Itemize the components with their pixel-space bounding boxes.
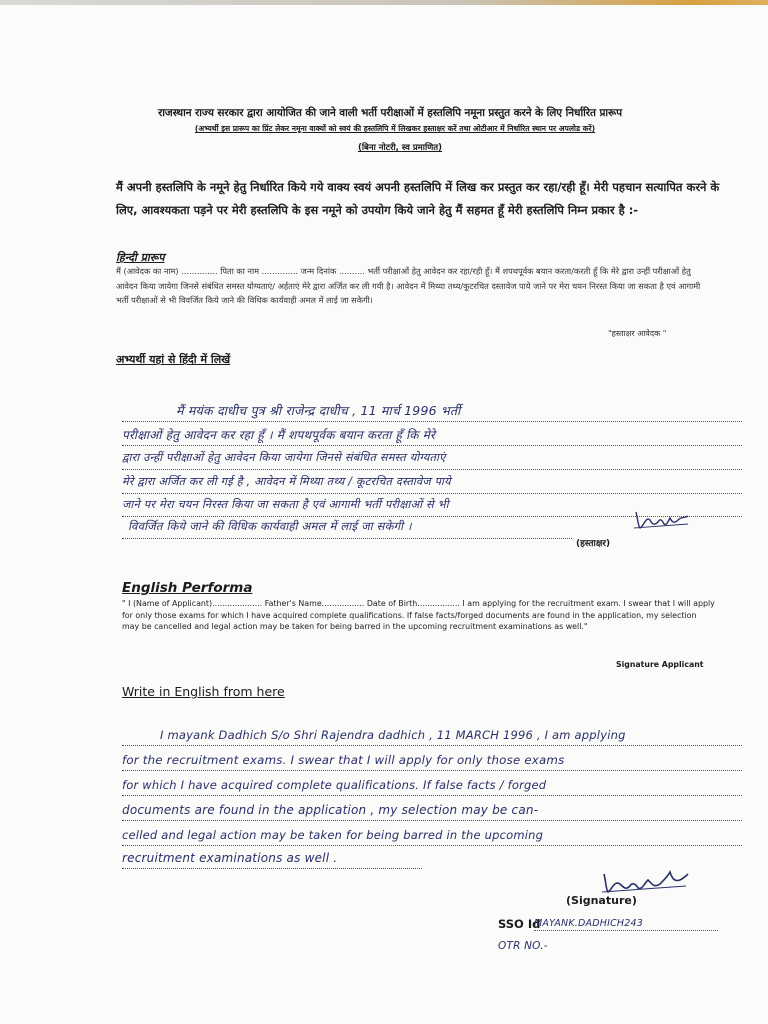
english-handwritten-line: for the recruitment exams. I swear that I will apply for only those exams — [122, 753, 565, 767]
english-write-heading: Write in English from here — [122, 684, 285, 699]
english-proforma-signature-label: Signature Applicant — [616, 660, 704, 669]
writing-line — [122, 820, 742, 821]
writing-line — [122, 745, 742, 746]
writing-line — [122, 845, 742, 846]
writing-line — [122, 469, 742, 470]
writing-line — [122, 445, 742, 446]
signature-label: (Signature) — [566, 894, 637, 907]
hindi-proforma-body: मैं (आवेदक का नाम) .............. पिता का नाम .............. जन्म दिनांक .......... भर्ती परीक्षाओं हेतु आवेदन कर रहा/रही हूँ। मैं शपथपूर्वक बयान करता/करती हूँ कि मेरे द्वारा उन्हीं परीक्षाओं हेतु आवेदन किया जायेगा जिनसे संबंधित समस्त योग्यताएं/ अर्हताएं मेरे द्वारा अर्जित कर ली गयी है। आवेदन में मिथ्या तथ्य/कूटरचित दस्तावेज पाये जाने पर मेरा चयन निरस्त किया जा सकता है एवं आगामी भर्ती परीक्षाओं से भी विवर्जित किये जाने की विधिक कार्यवाही अमल में लाई जा सकेगी। — [116, 266, 701, 305]
english-handwritten-line: celled and legal action may be taken for being barred in the upcoming — [122, 828, 544, 842]
hindi-handwritten-line: परीक्षाओं हेतु आवेदन कर रहा हूँ । मैं शपथपूर्वक बयान करता हूँ कि मेरे — [122, 428, 436, 442]
hindi-handwritten-line: द्वारा उन्हीं परीक्षाओं हेतु आवेदन किया जायेगा जिनसे संबंधित समस्त योग्यताएं — [122, 451, 446, 464]
handwritten-signature-small — [632, 506, 692, 532]
writing-line — [122, 795, 742, 796]
hindi-proforma-heading: हिन्दी प्रारूप — [116, 251, 165, 264]
form-title: राजस्थान राज्य सरकार द्वारा आयोजित की जाने वाली भर्ती परीक्षाओं में हस्तलिपि नमूना प्रस्तुत करने के लिए निर्धारित प्रारूप — [158, 107, 622, 119]
declaration-text: मैं अपनी हस्तलिपि के नमूने हेतु निर्धारित किये गये वाक्य स्वयं अपनी हस्तलिपि में लिख कर प्रस्तुत कर रहा/रही हूँ। मेरी पहचान सत्यापित करने के लिए, आवश्यकता पड़ने पर मेरी हस्तलिपि के इस नमूने को उपयोग किये जाने हेतु मैं सहमत हूँ मेरी हस्तलिपि निम्न प्रकार है :- — [116, 180, 720, 217]
english-handwritten-line: for which I have acquired complete qualifications. If false facts / forged — [122, 778, 547, 792]
sso-id-value: MAYANK.DADHICH243 — [534, 918, 643, 929]
english-proforma-heading: English Performa — [122, 580, 253, 596]
hindi-handwritten-line: मेरे द्वारा अर्जित कर ली गई है , आवेदन में मिथ्या तथ्य / कूटरचित दस्तावेज पाये — [122, 475, 451, 488]
form-instruction: (अभ्यर्थी इस प्रारूप का प्रिंट लेकर नमूना वाक्यों को स्वयं की हस्तलिपि में लिखकर हस्ताक्षर करें तथा ओटीआर में निर्धारित स्थान पर अपलोड करें) — [194, 124, 596, 133]
english-handwritten-line: documents are found in the application , my selection may be can- — [122, 803, 539, 817]
writing-line — [122, 538, 572, 539]
english-proforma-body: " I (Name of Applicant).................... Father's Name................. Date of Birth................. I am applying for the recruitment exam. I swear that I will apply for only those exams for which I have acquired complete qualifications. If false facts/forged documents are found in the application, my selection may be cancelled and legal action may be taken for being barred in the upcoming recruitment examinations as well." — [122, 599, 715, 631]
hindi-handwritten-line: जाने पर मेरा चयन निरस्त किया जा सकता है एवं आगामी भर्ती परीक्षाओं से भी — [122, 498, 449, 511]
writing-line — [122, 493, 742, 494]
hindi-handwritten-line: विवर्जित किये जाने की विधिक कार्यवाही अमल में लाई जा सकेगी । — [128, 519, 412, 533]
scan-edge — [0, 0, 768, 5]
english-handwritten-line: recruitment examinations as well . — [122, 851, 338, 865]
writing-line — [122, 770, 742, 771]
english-handwritten-line: I mayank Dadhich S/o Shri Rajendra dadhich , 11 MARCH 1996 , I am applying — [160, 728, 626, 742]
handwritten-signature — [598, 866, 690, 896]
form-note: (बिना नोटरी, स्व प्रमाणित) — [357, 143, 443, 153]
hindi-proforma-signature-label: "हस्ताक्षर आवेदक " — [608, 329, 667, 338]
sso-id-label: SSO Id — [498, 917, 541, 931]
writing-line — [122, 421, 742, 422]
hindi-write-heading: अभ्यर्थी यहां से हिंदी में लिखें — [116, 353, 231, 366]
hindi-handwritten-line: मैं मयंक दाधीच पुत्र श्री राजेन्द्र दाधीच , 11 मार्च 1996 भर्ती — [176, 403, 461, 418]
otr-number: OTR NO.- — [498, 940, 548, 952]
writing-line — [122, 868, 422, 869]
hindi-signature-label: (हस्ताक्षर) — [576, 539, 611, 549]
sso-id-line — [534, 930, 718, 931]
